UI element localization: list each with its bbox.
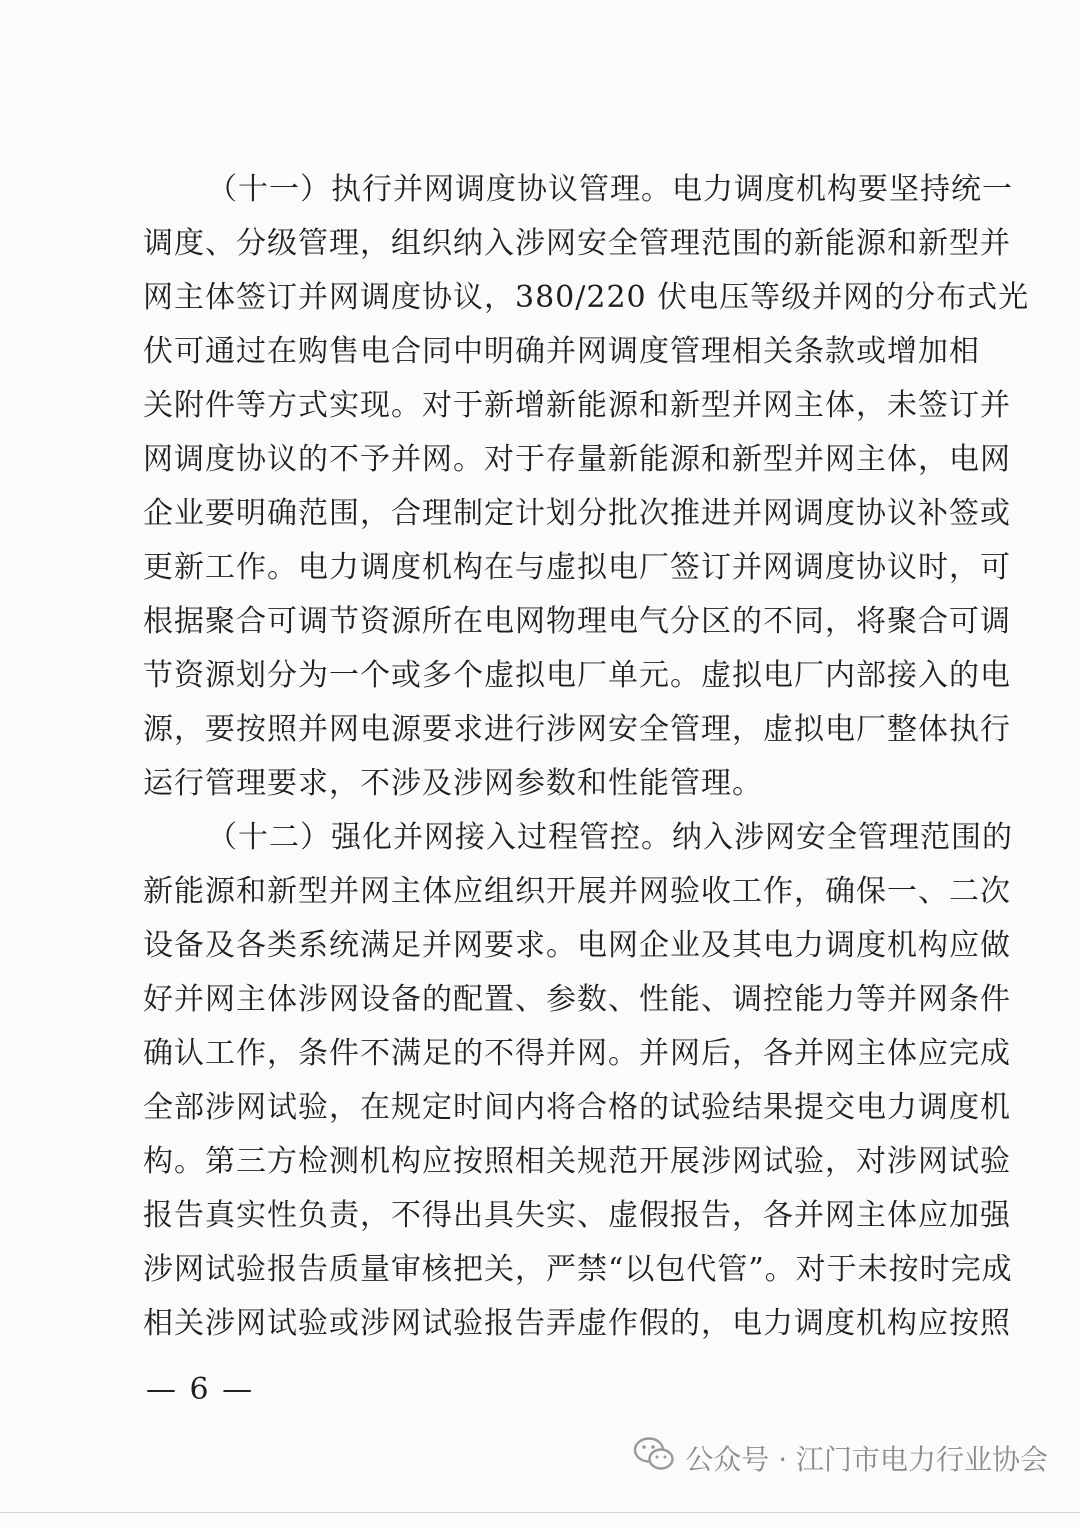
paragraph-line: 设备及各类系统满足并网要求。电网企业及其电力调度机构应做 — [143, 928, 1011, 963]
paragraph-line: 构。第三方检测机构应按照相关规范开展涉网试验，对涉网试验 — [143, 1144, 1011, 1179]
paragraph-line: 全部涉网试验，在规定时间内将合格的试验结果提交电力调度机 — [143, 1090, 1011, 1125]
paragraph-line: 相关涉网试验或涉网试验报告弄虚作假的，电力调度机构应按照 — [143, 1306, 1011, 1341]
paragraph-line: 调度、分级管理，组织纳入涉网安全管理范围的新能源和新型并 — [143, 226, 1011, 261]
bottom-divider — [0, 1512, 1080, 1513]
paragraph-line: 源，要按照并网电源要求进行涉网安全管理，虚拟电厂整体执行 — [143, 712, 1011, 747]
paragraph-11 — [143, 163, 1030, 811]
paragraph-line: 网调度协议的不予并网。对于存量新能源和新型并网主体，电网 — [143, 442, 1011, 477]
paragraph-line: （十二）强化并网接入过程管控。纳入涉网安全管理范围的 — [207, 820, 1013, 855]
paragraph-12 — [143, 811, 1013, 1351]
paragraph-line: 网主体签订并网调度协议，380/220 伏电压等级并网的分布式光 — [143, 280, 1030, 315]
paragraph-line: 关附件等方式实现。对于新增新能源和新型并网主体，未签订并 — [143, 388, 1011, 423]
paragraph-line: 节资源划分为一个或多个虚拟电厂单元。虚拟电厂内部接入的电 — [143, 658, 1011, 693]
wechat-icon — [633, 1435, 675, 1480]
page-number: — 6 — — [146, 1372, 255, 1407]
paragraph-line: 涉网试验报告质量审核把关，严禁“以包代管”。对于未按时完成 — [143, 1252, 1013, 1287]
paragraph-line: 企业要明确范围，合理制定计划分批次推进并网调度协议补签或 — [143, 496, 1011, 531]
paragraph-line: 好并网主体涉网设备的配置、参数、性能、调控能力等并网条件 — [143, 982, 1011, 1017]
paragraph-line: 更新工作。电力调度机构在与虚拟电厂签订并网调度协议时，可 — [143, 550, 1011, 585]
paragraph-line: 伏可通过在购售电合同中明确并网调度管理相关条款或增加相 — [143, 334, 980, 369]
watermark — [633, 1435, 1048, 1480]
paragraph-line: （十一）执行并网调度协议管理。电力调度机构要坚持统一 — [207, 172, 1013, 207]
watermark-text: 公众号 · 江门市电力行业协会 — [685, 1442, 1048, 1476]
paragraph-line: 新能源和新型并网主体应组织开展并网验收工作，确保一、二次 — [143, 874, 1011, 909]
paragraph-line: 运行管理要求，不涉及涉网参数和性能管理。 — [143, 766, 763, 801]
paragraph-line: 根据聚合可调节资源所在电网物理电气分区的不同，将聚合可调 — [143, 604, 1011, 639]
paragraph-line: 确认工作，条件不满足的不得并网。并网后，各并网主体应完成 — [143, 1036, 1011, 1071]
paragraph-line: 报告真实性负责，不得出具失实、虚假报告，各并网主体应加强 — [143, 1198, 1011, 1233]
